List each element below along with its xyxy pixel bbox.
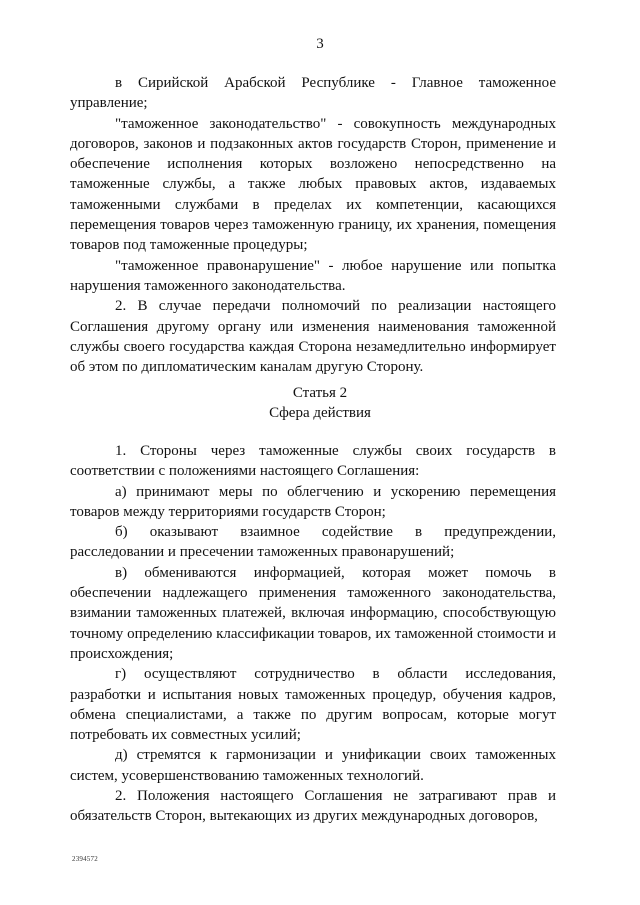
list-item-v: в) обмениваются информацией, которая может помочь в обеспечении надлежащего применения таможенного законодательства, взимании таможенных платежей, включая информацию, способствующую точному определению классификации товаров, их таможенной стоимости и происхождения; [70,564,556,662]
list-item-g: г) осуществляют сотрудничество в области исследования, разработки и испытания новых таможенных процедур, обучения кадров, обмена специалистами, а также по другим вопросам, которые могут потребовать их совместных усилий; [70,666,556,744]
paragraph-customs-authority-syria: в Сирийской Арабской Республике - Главное таможенное управление; [70,75,556,112]
article-title: Сфера действия [269,405,371,421]
section-1-text [70,73,556,377]
page-number: 3 [316,36,324,52]
paragraph-customs-offence-definition: "таможенное правонарушение" - любое нарушение или попытка нарушения таможенного законодательства. [70,257,556,294]
list-item-d: д) стремятся к гармонизации и унификации своих таможенных систем, усовершенствованию таможенных технологий. [70,747,556,784]
section-2-text [70,441,556,827]
article-number: Статья 2 [292,385,348,401]
paragraph-other-treaties: 2. Положения настоящего Соглашения не затрагивают прав и обязательств Сторон, вытекающих из других международных договоров, [70,788,556,825]
paragraph-customs-legislation-definition: "таможенное законодательство" - совокупность международных договоров, законов и подзаконных актов государств Сторон, применение и обеспечение исполнения которых возложено непосредственно на таможенные службы, а также любых правовых актов, издаваемых таможенными службами в пределах их компетенции, касающихся перемещения товаров через таможенную границу, их хранения, помещения товаров под таможенные процедуры; [70,115,556,254]
list-item-a: а) принимают меры по облегчению и ускорению перемещения товаров между территориями государств Сторон; [70,483,556,520]
paragraph-transfer-of-powers: 2. В случае передачи полномочий по реализации настоящего Соглашения другому органу или изменения наименования таможенной службы своего государства каждая Сторона незамедлительно информирует об этом по дипломатическим каналам другую Сторону. [70,298,556,376]
document-id: 2394572 [72,855,98,863]
list-item-b: б) оказывают взаимное содействие в предупреждении, расследовании и пресечении таможенных правонарушений; [70,524,556,561]
paragraph-parties-through-customs: 1. Стороны через таможенные службы своих государств в соответствии с положениями настоящего Соглашения: [70,443,556,480]
